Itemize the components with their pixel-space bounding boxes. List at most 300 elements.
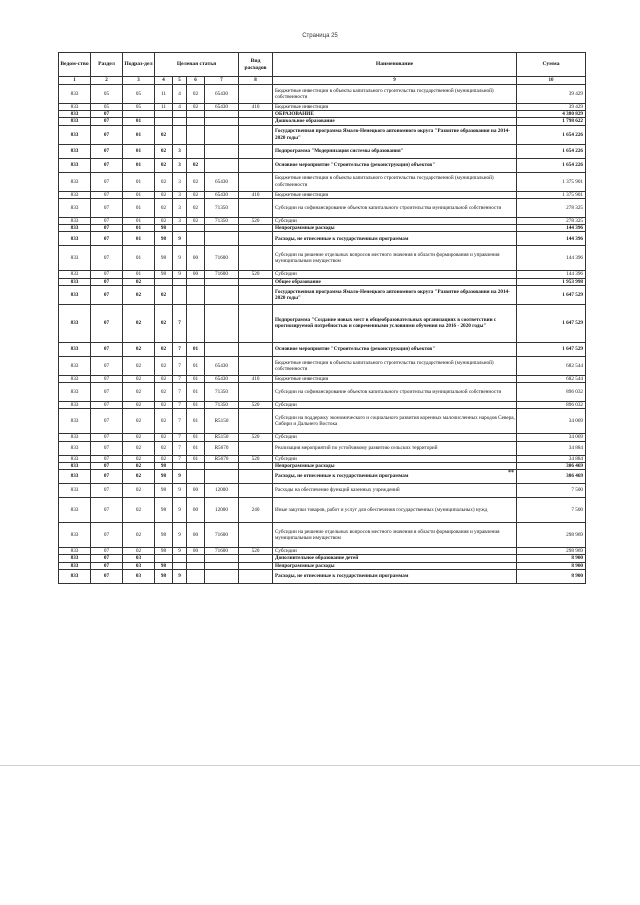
column-number: 10 [517, 77, 586, 85]
cell-name: Субсидии [273, 217, 517, 224]
cell-k [239, 285, 273, 304]
table-row [59, 144, 586, 158]
cell-c1: 98 [155, 232, 173, 246]
cell-name: Подпрограмма "Создание новых мест в общеобразовательных организациях в соответствии с прогнозируемой потребностью и современными условиями обучения на 2016 - 2020 годы" [273, 304, 517, 342]
cell-name: Субсидии на решение отдельных вопросов местного значения в области формирования и управления муниципальным имуществом [273, 246, 517, 271]
cell-v: 833 [59, 111, 91, 118]
cell-k [239, 569, 273, 583]
header-vedomstvo: Ведом-ство [59, 53, 91, 77]
cell-c2: 9 [173, 498, 187, 523]
cell-c3 [187, 118, 205, 125]
cell-p: 03 [123, 555, 155, 562]
cell-p: 02 [123, 441, 155, 455]
cell-p: 02 [123, 498, 155, 523]
column-number: 6 [187, 77, 205, 85]
cell-v: 833 [59, 246, 91, 271]
cell-v: 833 [59, 462, 91, 469]
cell-c4 [205, 158, 239, 172]
cell-sum: 8 900 [517, 569, 586, 583]
cell-c4 [205, 342, 239, 356]
table-row [59, 441, 586, 455]
cell-name: Реализация мероприятий по устойчивому развитию сельских территорий [273, 441, 517, 455]
cell-p: 03 [123, 562, 155, 569]
cell-sum: 1 654 226 [517, 125, 586, 144]
cell-c3: 02 [187, 104, 205, 111]
cell-r: 05 [91, 104, 123, 111]
cell-c2: 7 [173, 402, 187, 409]
cell-k [239, 523, 273, 548]
cell-c3: 01 [187, 434, 205, 441]
cell-sum: 1 654 226 [517, 144, 586, 158]
cell-c1 [155, 278, 173, 285]
table-row [59, 225, 586, 232]
cell-r: 07 [91, 498, 123, 523]
cell-c2 [173, 125, 187, 144]
cell-c4: 65430 [205, 172, 239, 191]
cell-r: 05 [91, 85, 123, 104]
cell-p: 02 [123, 470, 155, 484]
cell-name: Субсидии [273, 402, 517, 409]
cell-c3 [187, 111, 205, 118]
cell-k: 520 [239, 434, 273, 441]
cell-sum: 7 500 [517, 484, 586, 498]
cell-name: Государственная программа Ямало-Ненецкого автономного округа "Развитие образования на 2014-2020 годы" [273, 285, 517, 304]
cell-p: 02 [123, 484, 155, 498]
cell-v: 833 [59, 569, 91, 583]
cell-r: 07 [91, 462, 123, 469]
cell-r: 07 [91, 523, 123, 548]
table-row [59, 232, 586, 246]
cell-sum: 4 380 829 [517, 111, 586, 118]
cell-r: 07 [91, 470, 123, 484]
cell-c1: 02 [155, 375, 173, 382]
cell-c3 [187, 562, 205, 569]
cell-c3: 01 [187, 455, 205, 462]
cell-k: 520 [239, 455, 273, 462]
cell-p: 01 [123, 118, 155, 125]
cell-k [239, 85, 273, 104]
cell-c4: 12000 [205, 498, 239, 523]
cell-r: 07 [91, 409, 123, 434]
cell-c2: 3 [173, 144, 187, 158]
table-row [59, 191, 586, 198]
cell-v: 833 [59, 158, 91, 172]
cell-c1: 11 [155, 104, 173, 111]
table-row [59, 455, 586, 462]
cell-c1: 02 [155, 172, 173, 191]
cell-k: 240 [239, 498, 273, 523]
column-number-row [59, 77, 586, 85]
cell-sum: 278 325 [517, 217, 586, 224]
cell-v: 833 [59, 455, 91, 462]
cell-p: 02 [123, 342, 155, 356]
cell-v: 833 [59, 271, 91, 278]
cell-c2: 7 [173, 455, 187, 462]
cell-k [239, 470, 273, 484]
column-number: 2 [91, 77, 123, 85]
cell-v: 833 [59, 375, 91, 382]
cell-name: Бюджетные инвестиции [273, 104, 517, 111]
cell-sum: 39 429 [517, 85, 586, 104]
cell-v: 833 [59, 484, 91, 498]
cell-c1: 98 [155, 470, 173, 484]
cell-name: Основное мероприятие "Строительство (реконструкция) объектов" [273, 158, 517, 172]
cell-c2: 9 [173, 470, 187, 484]
column-number: 9 [273, 77, 517, 85]
cell-c1: 02 [155, 342, 173, 356]
cell-p: 02 [123, 375, 155, 382]
cell-c3: 01 [187, 383, 205, 402]
cell-r: 07 [91, 548, 123, 555]
cell-p [123, 111, 155, 118]
cell-p: 01 [123, 158, 155, 172]
cell-p: 02 [123, 285, 155, 304]
cell-p: 02 [123, 434, 155, 441]
cell-p: 02 [123, 455, 155, 462]
cell-c2: 7 [173, 441, 187, 455]
cell-c1: 02 [155, 402, 173, 409]
cell-k [239, 342, 273, 356]
cell-sum: 8 900 [517, 555, 586, 562]
cell-v: 833 [59, 498, 91, 523]
cell-c3: 01 [187, 375, 205, 382]
cell-c1: 02 [155, 198, 173, 217]
cell-c3: 00 [187, 484, 205, 498]
cell-c4: 71350 [205, 217, 239, 224]
cell-c2: 9 [173, 484, 187, 498]
table-row [59, 470, 586, 484]
cell-c1: 98 [155, 225, 173, 232]
cell-c1: 02 [155, 441, 173, 455]
cell-p: 05 [123, 85, 155, 104]
cell-c2: 3 [173, 158, 187, 172]
cell-c4 [205, 569, 239, 583]
cell-c4 [205, 562, 239, 569]
cell-sum: 896 032 [517, 402, 586, 409]
cell-v: 833 [59, 562, 91, 569]
cell-r: 07 [91, 198, 123, 217]
column-number: 5 [173, 77, 187, 85]
cell-r: 07 [91, 562, 123, 569]
cell-sum: 7 500 [517, 498, 586, 523]
cell-c2: 9 [173, 271, 187, 278]
cell-r: 07 [91, 455, 123, 462]
cell-r: 07 [91, 125, 123, 144]
table-row [59, 523, 586, 548]
cell-c2: 9 [173, 232, 187, 246]
cell-c4: 71600 [205, 271, 239, 278]
cell-k [239, 484, 273, 498]
column-number: 3 [123, 77, 155, 85]
cell-c2: 7 [173, 356, 187, 375]
cell-c3 [187, 232, 205, 246]
cell-c4 [205, 278, 239, 285]
cell-v: 833 [59, 555, 91, 562]
cell-c4 [205, 225, 239, 232]
cell-c1: 02 [155, 144, 173, 158]
table-row [59, 555, 586, 562]
table-row [59, 172, 586, 191]
cell-c4: 71350 [205, 198, 239, 217]
cell-k [239, 125, 273, 144]
budget-table [58, 52, 586, 584]
cell-c4 [205, 462, 239, 469]
cell-name: Непрограммные расходы [273, 462, 517, 469]
cell-c2: 7 [173, 375, 187, 382]
table-row [59, 402, 586, 409]
cell-r: 07 [91, 271, 123, 278]
cell-k [239, 356, 273, 375]
cell-c4: 65430 [205, 85, 239, 104]
cell-c2: 7 [173, 409, 187, 434]
cell-name: Государственная программа Ямало-Ненецкого автономного округа "Развитие образования на 2014-2020 годы" [273, 125, 517, 144]
cell-c4 [205, 144, 239, 158]
cell-c3: 02 [187, 158, 205, 172]
cell-sum: 34 884 [517, 441, 586, 455]
cell-sum: 1 953 998 [517, 278, 586, 285]
cell-c3: 01 [187, 409, 205, 434]
cell-k: 520 [239, 217, 273, 224]
cell-v: 833 [59, 548, 91, 555]
cell-v: 833 [59, 217, 91, 224]
table-row [59, 125, 586, 144]
cell-r: 07 [91, 402, 123, 409]
cell-c2: 3 [173, 217, 187, 224]
cell-p: 02 [123, 462, 155, 469]
cell-c1: 98 [155, 246, 173, 271]
cell-v: 833 [59, 470, 91, 484]
cell-r: 07 [91, 285, 123, 304]
cell-c3 [187, 278, 205, 285]
cell-c1 [155, 555, 173, 562]
cell-c4: 65430 [205, 356, 239, 375]
cell-k [239, 441, 273, 455]
cell-c1: 02 [155, 285, 173, 304]
cell-sum: 1 798 622 [517, 118, 586, 125]
table-row [59, 217, 586, 224]
cell-name: Расходы на обеспечение функций казенных учреждений [273, 484, 517, 498]
cell-k [239, 172, 273, 191]
cell-c2: 7 [173, 383, 187, 402]
cell-c4 [205, 555, 239, 562]
cell-c4 [205, 304, 239, 342]
cell-sum: 34 069 [517, 409, 586, 434]
cell-p: 01 [123, 172, 155, 191]
cell-name: Субсидии на софинансирование объектов капитального строительства муниципальной собственности [273, 383, 517, 402]
cell-p: 01 [123, 144, 155, 158]
cell-p: 02 [123, 356, 155, 375]
table-row [59, 278, 586, 285]
cell-k [239, 562, 273, 569]
cell-c4: 71600 [205, 246, 239, 271]
cell-c4: 71600 [205, 548, 239, 555]
cell-c2 [173, 118, 187, 125]
cell-p: 05 [123, 104, 155, 111]
cell-p: 02 [123, 409, 155, 434]
cell-sum: 144 396 [517, 225, 586, 232]
header-sum: Сумма [517, 53, 586, 77]
cell-k: 410 [239, 191, 273, 198]
cell-c3: 01 [187, 342, 205, 356]
cell-c3 [187, 225, 205, 232]
cell-c2: 9 [173, 569, 187, 583]
cell-c2: 9 [173, 548, 187, 555]
cell-v: 833 [59, 356, 91, 375]
cell-v: 833 [59, 434, 91, 441]
cell-sum: 39 429 [517, 104, 586, 111]
table-row [59, 198, 586, 217]
cell-c2 [173, 278, 187, 285]
cell-k: 520 [239, 548, 273, 555]
cell-p: 01 [123, 217, 155, 224]
cell-k: 410 [239, 375, 273, 382]
cell-c3 [187, 144, 205, 158]
cell-name: Субсидии [273, 271, 517, 278]
cell-c1: 98 [155, 462, 173, 469]
cell-name: Субсидии [273, 548, 517, 555]
cell-name: Субсидии на поддержку экономического и социального развития коренных малочисленных народов Севера, Сибири и Дальнего Востока [273, 409, 517, 434]
cell-c1: 02 [155, 383, 173, 402]
cell-k: 520 [239, 271, 273, 278]
cell-c3: 02 [187, 198, 205, 217]
cell-name: Субсидии [273, 434, 517, 441]
cell-c2: 9 [173, 246, 187, 271]
cell-sum: 1 647 529 [517, 342, 586, 356]
cell-k [239, 555, 273, 562]
cell-v: 833 [59, 118, 91, 125]
cell-c1: 98 [155, 271, 173, 278]
cell-c1: 98 [155, 523, 173, 548]
cell-name: Общее образование [273, 278, 517, 285]
table-row [59, 342, 586, 356]
cell-c1: 02 [155, 455, 173, 462]
cell-c1: 02 [155, 409, 173, 434]
cell-p: 03 [123, 569, 155, 583]
header-name: Наименование [273, 53, 517, 77]
cell-p: 01 [123, 125, 155, 144]
cell-r: 07 [91, 441, 123, 455]
cell-c3: 02 [187, 85, 205, 104]
cell-v: 833 [59, 523, 91, 548]
cell-c3 [187, 285, 205, 304]
cell-r: 07 [91, 434, 123, 441]
cell-r: 07 [91, 144, 123, 158]
cell-p: 01 [123, 232, 155, 246]
cell-c4 [205, 111, 239, 118]
column-number: 7 [205, 77, 239, 85]
cell-c4 [205, 125, 239, 144]
cell-v: 833 [59, 232, 91, 246]
cell-c4: R5670 [205, 441, 239, 455]
cell-c1: 02 [155, 356, 173, 375]
cell-sum: 144 396 [517, 271, 586, 278]
cell-c1: 02 [155, 158, 173, 172]
cell-sum: 144 396 [517, 246, 586, 271]
cell-p: 02 [123, 402, 155, 409]
cell-r: 07 [91, 342, 123, 356]
cell-k [239, 383, 273, 402]
cell-name: Дошкольное образование [273, 118, 517, 125]
cell-c4: R5150 [205, 409, 239, 434]
cell-name: Дополнительное образование детей [273, 555, 517, 562]
cell-name: Субсидии на решение отдельных вопросов местного значения в области формирования и управления муниципальным имуществом [273, 523, 517, 548]
header-expense-type: Вид расходов [239, 53, 273, 77]
cell-r: 07 [91, 111, 123, 118]
cell-c4: R5150 [205, 434, 239, 441]
cell-c3: 01 [187, 402, 205, 409]
cell-k [239, 158, 273, 172]
cell-r: 07 [91, 158, 123, 172]
table-row [59, 548, 586, 555]
cell-r: 07 [91, 246, 123, 271]
cell-sum: 298 969 [517, 548, 586, 555]
cell-p: 01 [123, 271, 155, 278]
cell-name: Субсидии [273, 455, 517, 462]
cell-v: 833 [59, 85, 91, 104]
cell-name: Бюджетные инвестиции [273, 191, 517, 198]
cell-v: 833 [59, 342, 91, 356]
cell-c3: 01 [187, 441, 205, 455]
cell-r: 07 [91, 375, 123, 382]
cell-name: Бюджетные инвестиции в объекты капитального строительства государственной (муниципальной) собственности [273, 356, 517, 375]
cell-k [239, 409, 273, 434]
table-row [59, 383, 586, 402]
cell-sum: 1 375 901 [517, 172, 586, 191]
cell-k [239, 462, 273, 469]
cell-c2 [173, 462, 187, 469]
cell-c1: 98 [155, 562, 173, 569]
column-number: 8 [239, 77, 273, 85]
cell-c1: 02 [155, 434, 173, 441]
cell-c2 [173, 555, 187, 562]
cell-r: 07 [91, 118, 123, 125]
cell-r: 07 [91, 217, 123, 224]
cell-r: 07 [91, 356, 123, 375]
table-row [59, 356, 586, 375]
cell-c1 [155, 111, 173, 118]
cell-sum: 896 032 [517, 383, 586, 402]
cell-v: 833 [59, 104, 91, 111]
header-razdel: Раздел [91, 53, 123, 77]
table-row [59, 409, 586, 434]
cell-k [239, 144, 273, 158]
cell-v: 833 [59, 285, 91, 304]
table-row [59, 111, 586, 118]
cell-c4: 71600 [205, 523, 239, 548]
cell-sum: 144 396 [517, 232, 586, 246]
cell-name: Бюджетные инвестиции в объекты капитального строительства государственной (муниципальной) собственности [273, 172, 517, 191]
cell-v: 833 [59, 278, 91, 285]
cell-c3 [187, 304, 205, 342]
column-number: 1 [59, 77, 91, 85]
cell-v: 833 [59, 441, 91, 455]
cell-name: Расходы, не отнесенные к государственным программам [273, 232, 517, 246]
table-row [59, 246, 586, 271]
margin-mark: ** [508, 470, 515, 477]
cell-c4: 65430 [205, 375, 239, 382]
cell-c4 [205, 232, 239, 246]
cell-v: 833 [59, 125, 91, 144]
cell-c2: 9 [173, 523, 187, 548]
cell-c3: 00 [187, 523, 205, 548]
table-body [59, 85, 586, 584]
cell-sum: 306 469 [517, 462, 586, 469]
table-row [59, 434, 586, 441]
cell-name: Основное мероприятие "Строительство (реконструкция) объектов" [273, 342, 517, 356]
cell-v: 833 [59, 402, 91, 409]
cell-c1: 02 [155, 304, 173, 342]
cell-k [239, 304, 273, 342]
